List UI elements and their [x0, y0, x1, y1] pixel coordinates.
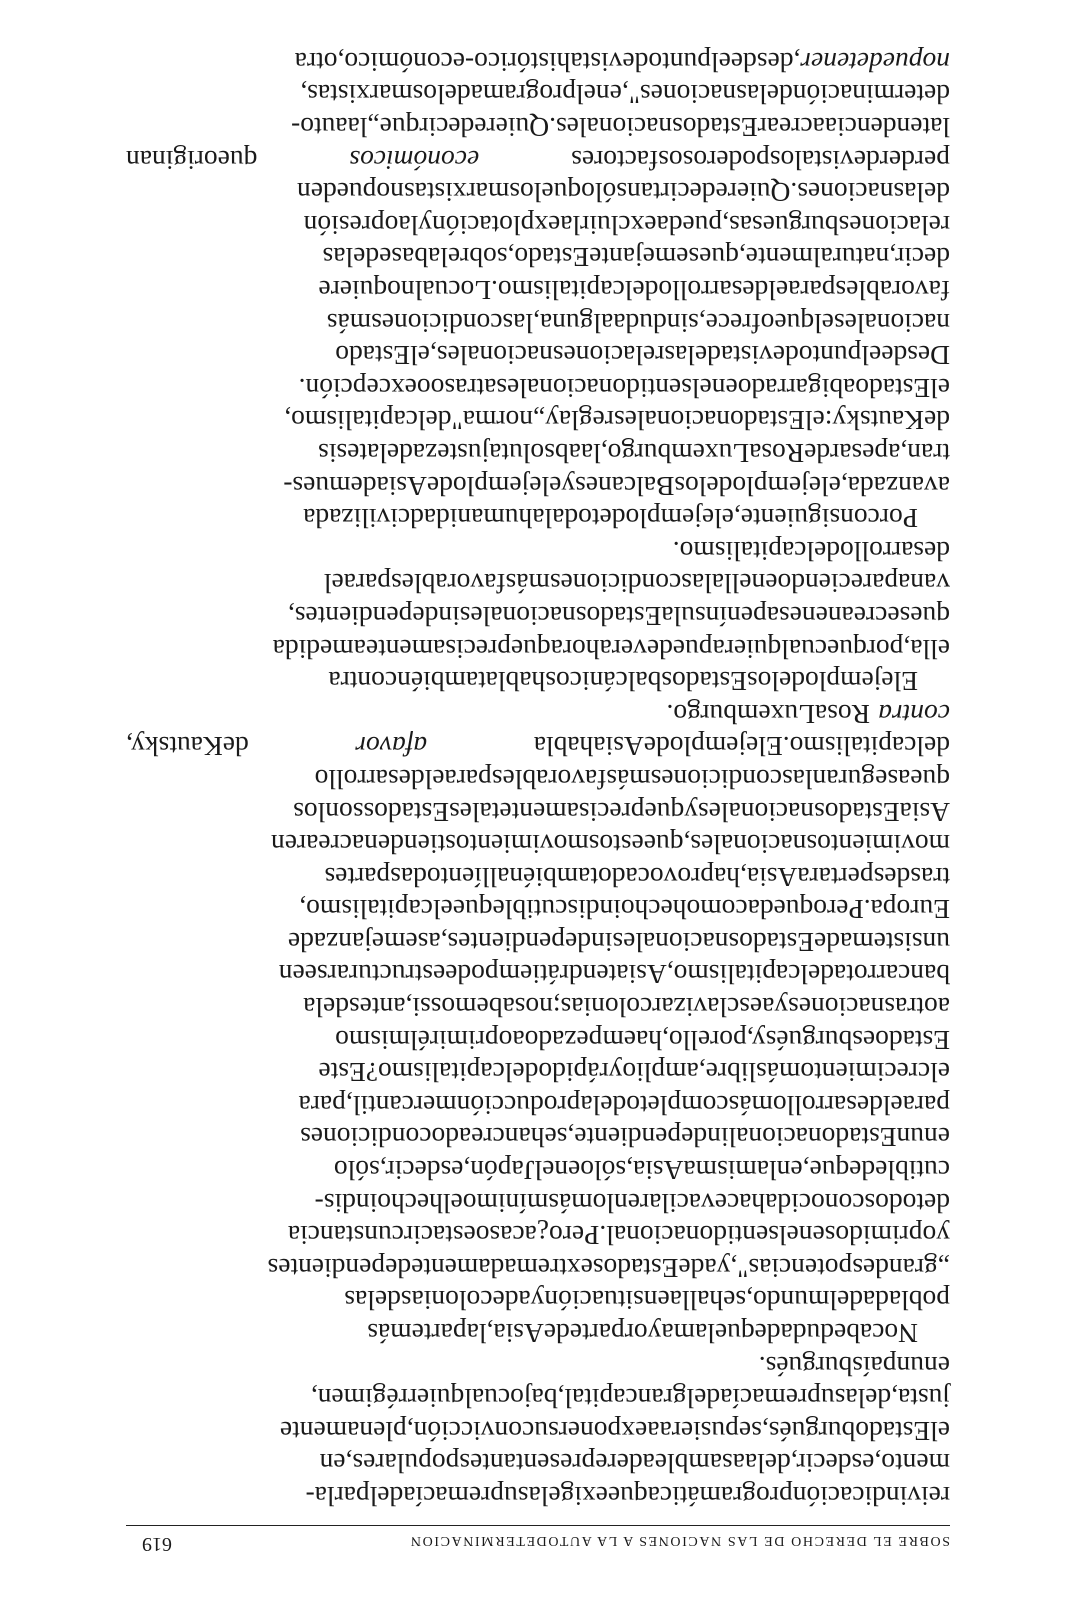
- text-line: favorablesparaeldesarrollodelcapitalismo.Locualnoquiere: [318, 275, 950, 307]
- text-line: cutibledeque,enlamismaAsia,sóloenelJapón,esdecir,sólo: [333, 1155, 950, 1187]
- text-line: Desdeelpuntodevistadelasrelacionesnacionales,elEstado: [335, 340, 950, 372]
- text-line: contra RosaLuxemburgo.: [666, 698, 950, 730]
- text-line: trasdespertaraAsia,haprovocadotambiénallíentodaspartes: [324, 861, 950, 893]
- text-line: detodosconocidahacevacilarenlomásmínimoelhechoindis-: [314, 1187, 950, 1219]
- text-line: nopuedetener,desdeelpuntodevistahistórico-económico,otra: [294, 46, 950, 78]
- text-line: bancarrotadelcapitalismo,Asiatendrátiempodeestructurarseen: [278, 959, 950, 991]
- text-line: Estadoesburguésy,porello,haempezadoaoprimirélmismo: [335, 1024, 950, 1056]
- page-number: 619: [142, 1533, 172, 1555]
- text-line: perderdevistalospoderososfactores económicos queoriginan: [126, 144, 950, 176]
- text-line: unsistemadeEstadosnacionalesindependientes,asemejanzade: [287, 926, 950, 958]
- body-text: [126, 45, 950, 1512]
- text-line: movimientosnacionales,queestosmovimientostiendenacrearen: [271, 829, 950, 861]
- text-line: paraeldesarrollomáscompletodelaproducciónmercantil,para: [298, 1089, 950, 1121]
- text-line: reivindicaciónprogramáticaqueexigelasupremacíadelparla-: [305, 1481, 950, 1512]
- text-line: enunpaísburgués.: [758, 1350, 950, 1382]
- text-line: determinacióndelasnaciones",enelprogramadelosmarxistas,: [300, 79, 950, 111]
- text-line: ElejemplodelosEstadosbalcánicoshablatambiéncontra: [328, 666, 918, 698]
- text-line: pobladadelmundo,sehallaensituaciónyadecoloniasdelas: [344, 1285, 950, 1317]
- text-line: AsiaEstadosnacionalesyqueprecisamentetalesEstadossonlos: [293, 796, 950, 828]
- text-line: tran,apesardeRosaLuxemburgo,laabsolutajustezadelatesis: [318, 438, 950, 469]
- text-line: desarrollodelcapitalismo.: [672, 535, 950, 567]
- text-line: avanzada,elejemplodelosBalcanesyelejemplodeAsiademues-: [283, 470, 950, 502]
- text-line: elEstadoburgués,sepusieraaexponersuconvicción,plenamente: [279, 1415, 950, 1447]
- text-line: ella,porquecualquierapuedeverahoraqueprecisamenteamedida: [272, 633, 950, 665]
- text-line: elcrecimientomáslibre,amplioyrápidodelcapitalismo?Este: [318, 1057, 950, 1089]
- text-line: yoprimidosenelsentidonacional.Pero¿acasoestacircunstancia: [287, 1220, 950, 1252]
- text-line: queaseguranlascondicionesmásfavorablesparaeldesarrollo: [314, 763, 950, 795]
- text-line: delasnaciones.Quieredecirtansóloquelosmarxistasnopueden: [296, 177, 950, 209]
- text-line: justa,delasupremacíadelgrancapital,bajocualquierrégimen,: [310, 1383, 950, 1415]
- text-line: deKautsky:elEstadonacionalesreglay„norma"delcapitalismo,: [284, 405, 950, 437]
- text-line: decir,naturalmente,quesemejanteEstado,sobrelabasedelas: [322, 242, 950, 274]
- text-line: quesecreanenesapenínsulaEstadosnacionalesindependientes,: [287, 600, 950, 632]
- text-line: Europa.Peroquedacomohechoindiscutiblequeelcapitalismo,: [299, 894, 950, 926]
- page-header: [126, 1525, 950, 1557]
- text-line: delcapitalismo.ElejemplodeAsiahabla afavor deKautsky,: [126, 731, 950, 763]
- text-line: vanapareciendoenellalascondicionesmásfavorablesparael: [323, 568, 950, 600]
- text-line: „grandespotencias",yadeEstadosextremadamentedependientes: [267, 1252, 950, 1284]
- running-head: SOBRE EL DERECHO DE LAS NACIONES A LA AUTODETERMINACION: [409, 1533, 950, 1548]
- text-line: mento,esdecir,delaasambleaderepresentantespopulares,en: [319, 1448, 950, 1480]
- text-line: elEstadoabigarradoenelsentidonacionalesatrasooexcepción.: [298, 372, 950, 404]
- text-line: Porconsiguiente,elejemplodetodalahumanidadcivilizada: [303, 503, 918, 535]
- text-line: latendenciaacrearEstadosnacionales.Quieredecirque„laauto-: [291, 112, 950, 144]
- text-line: relacionesburguesas,puedaexcluirlaexplotaciónylaopresión: [303, 209, 950, 241]
- text-line: enunEstadonacionalindependiente,sehancreadocondiciones: [300, 1122, 950, 1154]
- text-line: aotrasnacionesyaesclavizarcolonias;nosabemossi,antesdela: [303, 992, 950, 1024]
- text-line: nacionaleselqueofrece,sindudaalguna,lascondicionesmás: [326, 307, 950, 339]
- text-line: NocabedudadequelamayorpartedeAsia,lapartemás: [367, 1318, 918, 1350]
